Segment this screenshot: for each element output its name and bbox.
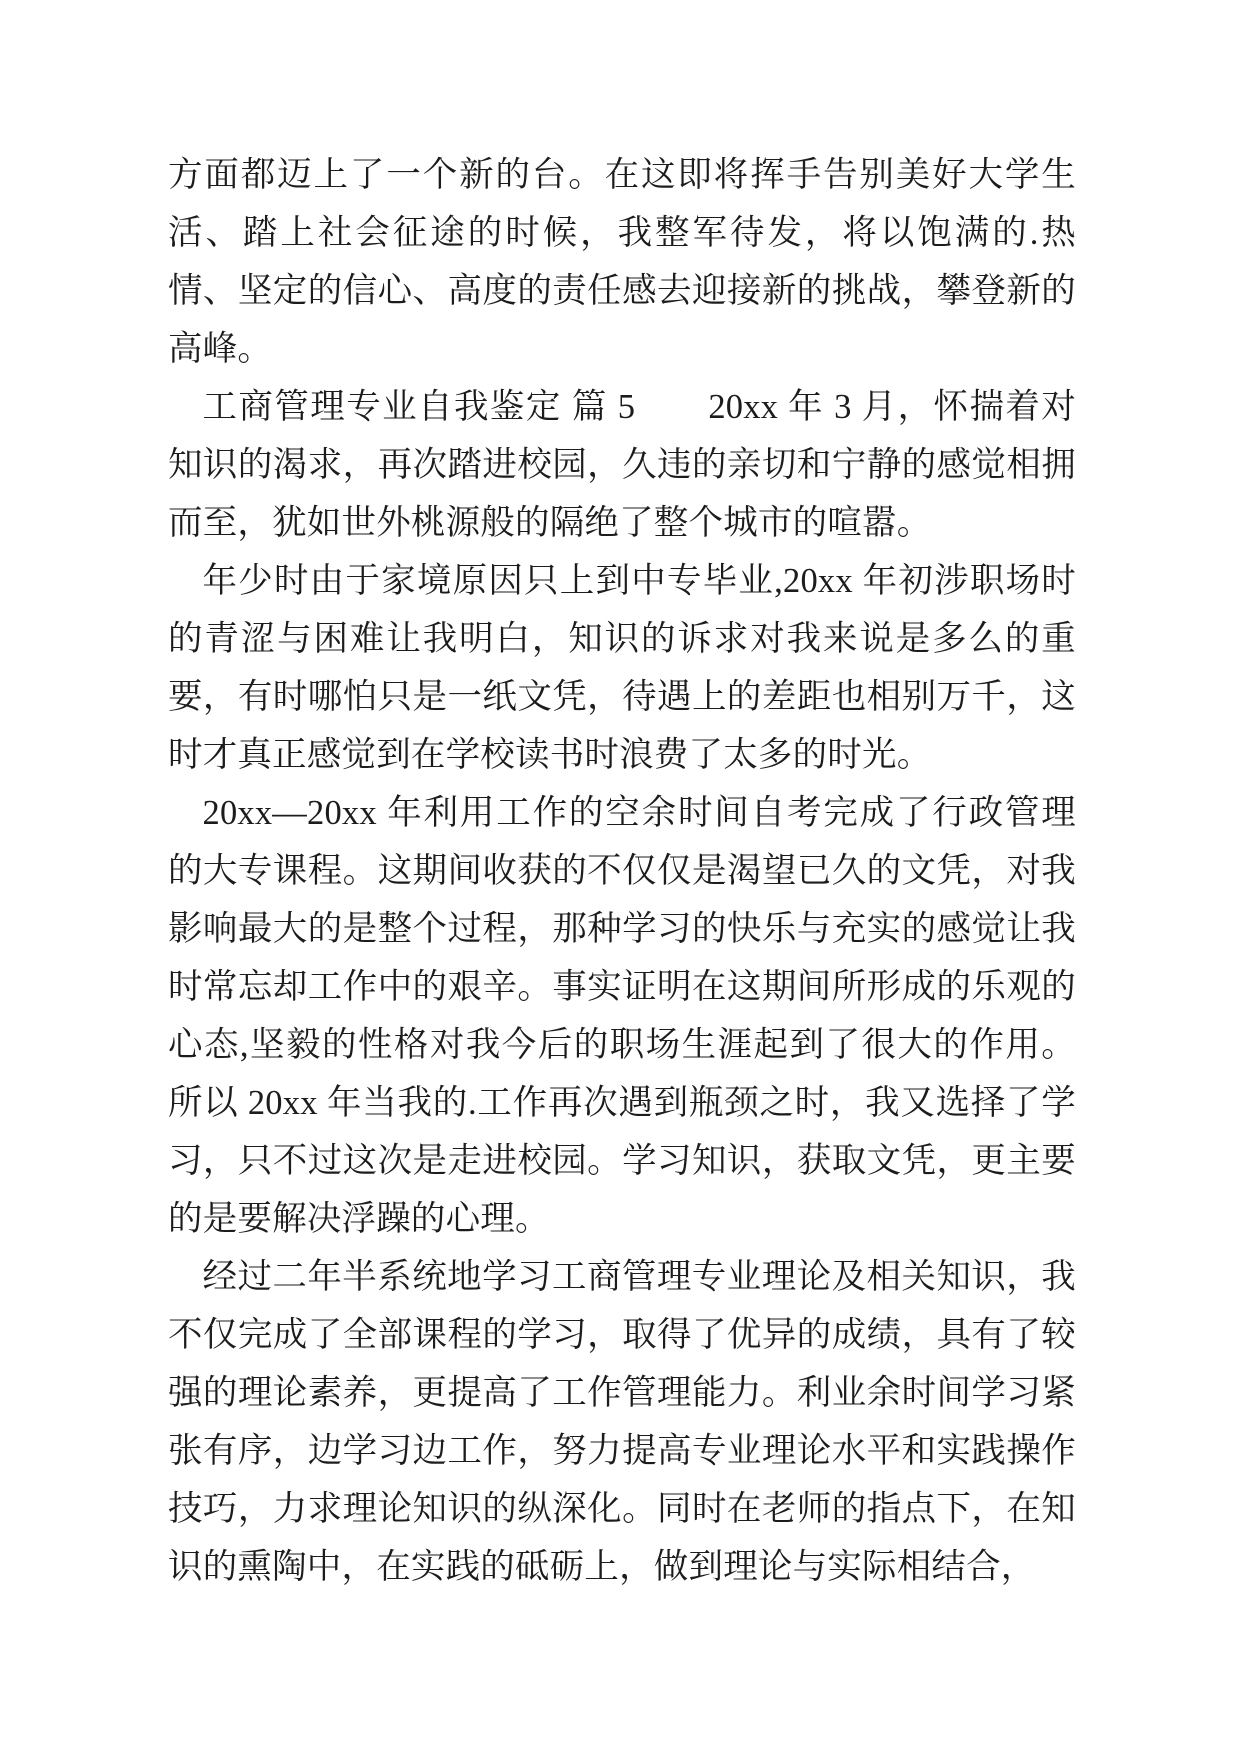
paragraph-study-results: 经过二年半系统地学习工商管理专业理论及相关知识，我不仅完成了全部课程的学习，取得了优异的成绩，具有了较强的理论素养，更提高了工作管理能力。利业余时间学习紧张有序，边学习边工作，努力提高专业理论水平和实践操作技巧，力求理论知识的纵深化。同时在老师的指点下，在知识的熏陶中，在实践的砥砺上，做到理论与实际相结合， [168,1258,1076,1586]
paragraph-early-years: 年少时由于家境原因只上到中专毕业,20xx 年初涉职场时的青涩与困难让我明白，知识的诉求对我来说是多么的重要，有时哪怕只是一纸文凭，待遇上的差距也相别万千，这时才真正感觉到在学校读书时浪费了太多的时光。 [168,562,1076,774]
paragraph-self-study: 20xx—20xx 年利用工作的空余时间自考完成了行政管理的大专课程。这期间收获的不仅仅是渴望已久的文凭，对我影响最大的是整个过程，那种学习的快乐与充实的感觉让我时常忘却工作中的艰辛。事实证明在这期间所形成的乐观的心态,坚毅的性格对我今后的职场生涯起到了很大的作用。所以 20xx 年当我的.工作再次遇到瓶颈之时，我又选择了学习，只不过这次是走进校园。学习知识，获取文凭，更主要的是要解决浮躁的心理。 [168,794,1076,1238]
paragraph-section-5-intro: 工商管理专业自我鉴定 篇 5 20xx 年 3 月，怀揣着对知识的渴求，再次踏进校园，久违的亲切和宁静的感觉相拥而至，犹如世外桃源般的隔绝了整个城市的喧嚣。 [168,388,1076,542]
document-body [168,146,1076,1596]
paragraph-continuation: 方面都迈上了一个新的台。在这即将挥手告别美好大学生活、踏上社会征途的时候，我整军待发，将以饱满的.热情、坚定的信心、高度的责任感去迎接新的挑战，攀登新的高峰。 [168,156,1076,368]
